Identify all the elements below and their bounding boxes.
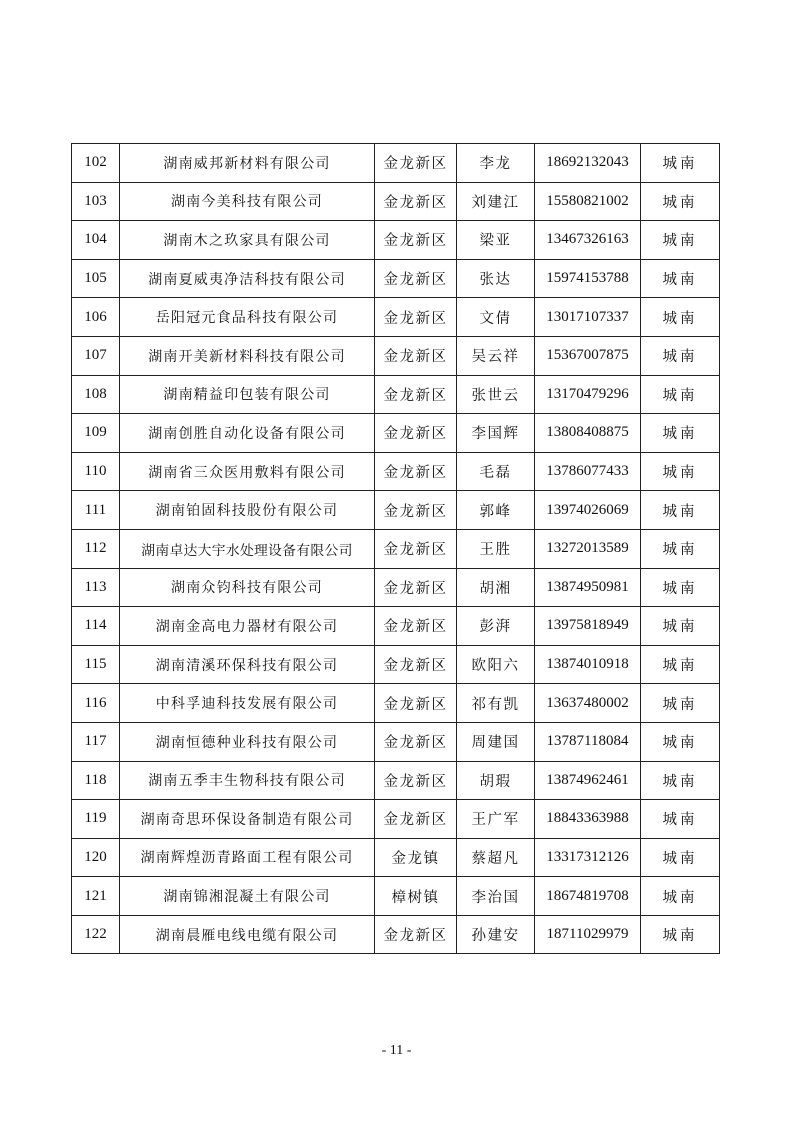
table-row: [72, 800, 720, 839]
table-row: [72, 298, 720, 337]
phone-number-cell: 18674819708: [535, 877, 641, 916]
phone-number-cell: 15367007875: [535, 336, 641, 375]
row-number-cell: 121: [72, 877, 120, 916]
company-name-cell: 中科孚迪科技发展有限公司: [120, 684, 375, 723]
table-row: [72, 144, 720, 183]
contact-person-cell: 张世云: [457, 375, 535, 414]
phone-number-cell: 13170479296: [535, 375, 641, 414]
contact-person-cell: 李治国: [457, 877, 535, 916]
contact-person-cell: 孙建安: [457, 915, 535, 954]
table-row: [72, 414, 720, 453]
district-cell: 樟树镇: [375, 877, 457, 916]
phone-number-cell: 13787118084: [535, 722, 641, 761]
district-cell: 金龙新区: [375, 336, 457, 375]
company-name-cell: 湖南铂固科技股份有限公司: [120, 491, 375, 530]
region-cell: 城南: [641, 336, 720, 375]
region-cell: 城南: [641, 800, 720, 839]
phone-number-cell: 13974026069: [535, 491, 641, 530]
contact-person-cell: 李龙: [457, 144, 535, 183]
district-cell: 金龙新区: [375, 529, 457, 568]
row-number-cell: 105: [72, 259, 120, 298]
contact-person-cell: 张达: [457, 259, 535, 298]
region-cell: 城南: [641, 452, 720, 491]
roster-body: [72, 144, 720, 954]
company-name-cell: 湖南锦湘混凝土有限公司: [120, 877, 375, 916]
row-number-cell: 110: [72, 452, 120, 491]
company-name-cell: 湖南奇思环保设备制造有限公司: [120, 800, 375, 839]
table-row: [72, 452, 720, 491]
row-number-cell: 104: [72, 221, 120, 260]
district-cell: 金龙新区: [375, 645, 457, 684]
region-cell: 城南: [641, 684, 720, 723]
phone-number-cell: 13975818949: [535, 607, 641, 646]
district-cell: 金龙新区: [375, 607, 457, 646]
company-roster-table: [71, 143, 720, 954]
phone-number-cell: 13017107337: [535, 298, 641, 337]
contact-person-cell: 李国辉: [457, 414, 535, 453]
phone-number-cell: 15974153788: [535, 259, 641, 298]
row-number-cell: 116: [72, 684, 120, 723]
district-cell: 金龙新区: [375, 684, 457, 723]
row-number-cell: 109: [72, 414, 120, 453]
phone-number-cell: 13786077433: [535, 452, 641, 491]
table-row: [72, 838, 720, 877]
region-cell: 城南: [641, 259, 720, 298]
row-number-cell: 103: [72, 182, 120, 221]
company-name-cell: 湖南晨雁电线电缆有限公司: [120, 915, 375, 954]
district-cell: 金龙新区: [375, 761, 457, 800]
region-cell: 城南: [641, 568, 720, 607]
phone-number-cell: 13808408875: [535, 414, 641, 453]
region-cell: 城南: [641, 607, 720, 646]
district-cell: 金龙新区: [375, 182, 457, 221]
row-number-cell: 112: [72, 529, 120, 568]
contact-person-cell: 梁亚: [457, 221, 535, 260]
company-name-cell: 湖南开美新材料科技有限公司: [120, 336, 375, 375]
table-row: [72, 722, 720, 761]
phone-number-cell: 18692132043: [535, 144, 641, 183]
table-row: [72, 607, 720, 646]
contact-person-cell: 郭峰: [457, 491, 535, 530]
district-cell: 金龙新区: [375, 414, 457, 453]
contact-person-cell: 胡湘: [457, 568, 535, 607]
table-row: [72, 491, 720, 530]
company-name-cell: 湖南金高电力器材有限公司: [120, 607, 375, 646]
table-row: [72, 877, 720, 916]
contact-person-cell: 胡瑕: [457, 761, 535, 800]
contact-person-cell: 欧阳六: [457, 645, 535, 684]
contact-person-cell: 刘建江: [457, 182, 535, 221]
contact-person-cell: 毛磊: [457, 452, 535, 491]
row-number-cell: 117: [72, 722, 120, 761]
table-row: [72, 684, 720, 723]
region-cell: 城南: [641, 491, 720, 530]
contact-person-cell: 周建国: [457, 722, 535, 761]
contact-person-cell: 王胜: [457, 529, 535, 568]
row-number-cell: 118: [72, 761, 120, 800]
table-row: [72, 645, 720, 684]
table-row: [72, 915, 720, 954]
table-row: [72, 375, 720, 414]
contact-person-cell: 祁有凯: [457, 684, 535, 723]
row-number-cell: 113: [72, 568, 120, 607]
contact-person-cell: 蔡超凡: [457, 838, 535, 877]
region-cell: 城南: [641, 298, 720, 337]
phone-number-cell: 15580821002: [535, 182, 641, 221]
company-name-cell: 湖南今美科技有限公司: [120, 182, 375, 221]
company-name-cell: 湖南清溪环保科技有限公司: [120, 645, 375, 684]
district-cell: 金龙新区: [375, 144, 457, 183]
region-cell: 城南: [641, 722, 720, 761]
region-cell: 城南: [641, 375, 720, 414]
phone-number-cell: 13874010918: [535, 645, 641, 684]
page-number: - 11 -: [381, 1043, 412, 1058]
phone-number-cell: 13874950981: [535, 568, 641, 607]
region-cell: 城南: [641, 414, 720, 453]
company-name-cell: 湖南省三众医用敷料有限公司: [120, 452, 375, 491]
region-cell: 城南: [641, 182, 720, 221]
company-name-cell: 湖南众钧科技有限公司: [120, 568, 375, 607]
district-cell: 金龙新区: [375, 491, 457, 530]
company-name-cell: 湖南威邦新材料有限公司: [120, 144, 375, 183]
company-name-cell: 湖南精益印包装有限公司: [120, 375, 375, 414]
district-cell: 金龙新区: [375, 298, 457, 337]
company-name-cell: 岳阳冠元食品科技有限公司: [120, 298, 375, 337]
phone-number-cell: 18711029979: [535, 915, 641, 954]
phone-number-cell: 18843363988: [535, 800, 641, 839]
district-cell: 金龙新区: [375, 375, 457, 414]
table-row: [72, 221, 720, 260]
district-cell: 金龙新区: [375, 722, 457, 761]
region-cell: 城南: [641, 144, 720, 183]
region-cell: 城南: [641, 645, 720, 684]
table-row: [72, 568, 720, 607]
region-cell: 城南: [641, 221, 720, 260]
row-number-cell: 106: [72, 298, 120, 337]
region-cell: 城南: [641, 915, 720, 954]
row-number-cell: 102: [72, 144, 120, 183]
company-name-cell: 湖南五季丰生物科技有限公司: [120, 761, 375, 800]
phone-number-cell: 13637480002: [535, 684, 641, 723]
contact-person-cell: 吴云祥: [457, 336, 535, 375]
row-number-cell: 108: [72, 375, 120, 414]
district-cell: 金龙新区: [375, 915, 457, 954]
company-name-cell: 湖南卓达大宇水处理设备有限公司: [120, 529, 375, 568]
table-row: [72, 259, 720, 298]
company-name-cell: 湖南辉煌沥青路面工程有限公司: [120, 838, 375, 877]
row-number-cell: 119: [72, 800, 120, 839]
district-cell: 金龙新区: [375, 452, 457, 491]
row-number-cell: 111: [72, 491, 120, 530]
district-cell: 金龙镇: [375, 838, 457, 877]
company-name-cell: 湖南木之玖家具有限公司: [120, 221, 375, 260]
company-name-cell: 湖南创胜自动化设备有限公司: [120, 414, 375, 453]
table-row: [72, 761, 720, 800]
contact-person-cell: 彭湃: [457, 607, 535, 646]
contact-person-cell: 王广军: [457, 800, 535, 839]
phone-number-cell: 13874962461: [535, 761, 641, 800]
region-cell: 城南: [641, 529, 720, 568]
phone-number-cell: 13272013589: [535, 529, 641, 568]
region-cell: 城南: [641, 838, 720, 877]
table-row: [72, 336, 720, 375]
region-cell: 城南: [641, 761, 720, 800]
district-cell: 金龙新区: [375, 221, 457, 260]
district-cell: 金龙新区: [375, 800, 457, 839]
phone-number-cell: 13467326163: [535, 221, 641, 260]
company-name-cell: 湖南夏威夷净洁科技有限公司: [120, 259, 375, 298]
region-cell: 城南: [641, 877, 720, 916]
phone-number-cell: 13317312126: [535, 838, 641, 877]
row-number-cell: 122: [72, 915, 120, 954]
company-name-cell: 湖南恒德种业科技有限公司: [120, 722, 375, 761]
contact-person-cell: 文倩: [457, 298, 535, 337]
row-number-cell: 107: [72, 336, 120, 375]
table-row: [72, 182, 720, 221]
row-number-cell: 114: [72, 607, 120, 646]
district-cell: 金龙新区: [375, 259, 457, 298]
row-number-cell: 120: [72, 838, 120, 877]
row-number-cell: 115: [72, 645, 120, 684]
district-cell: 金龙新区: [375, 568, 457, 607]
table-row: [72, 529, 720, 568]
